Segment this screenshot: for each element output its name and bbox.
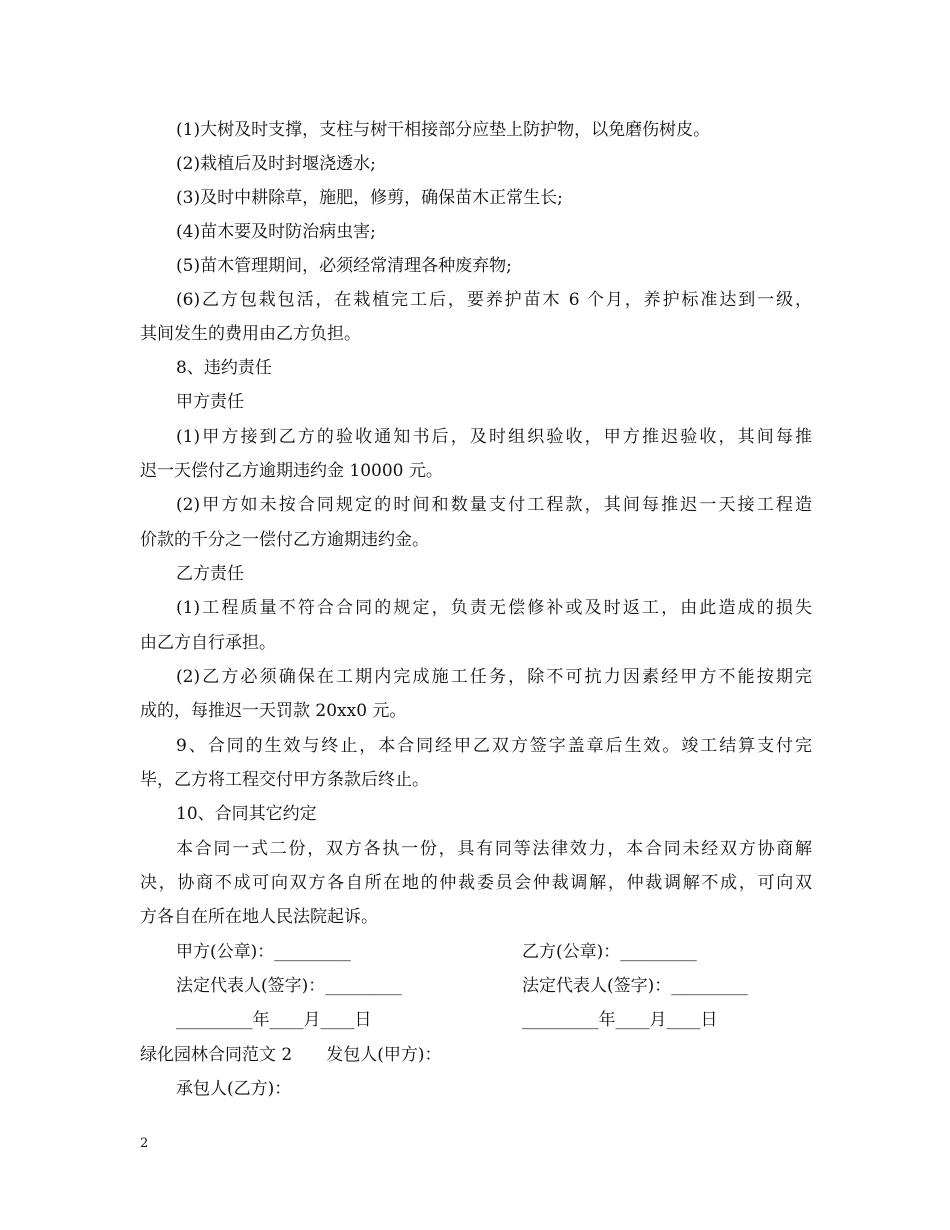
party-b-date-line: _________年____月____日 bbox=[522, 1010, 718, 1030]
section-9-line-2: 毕，乙方将工程交付甲方条款后终止。 bbox=[140, 770, 429, 790]
section-10-para-line-2: 决，协商不成可向双方各自所在地的仲裁委员会仲裁调解，仲裁调解不成，可向双 bbox=[140, 873, 812, 893]
section-10-para-line-3: 方各自在所在地人民法院起诉。 bbox=[140, 907, 378, 927]
party-b-liability-heading: 乙方责任 bbox=[176, 564, 244, 584]
clause-item-1: (1)大树及时支撑，支柱与树干相接部分应垫上防护物，以免磨伤树皮。 bbox=[176, 120, 711, 140]
party-b-representative-line: 法定代表人(签字)：_________ bbox=[522, 976, 748, 996]
section-9-line-1: 9、合同的生效与终止，本合同经甲乙双方签字盖章后生效。竣工结算支付完 bbox=[176, 736, 812, 756]
party-a-liability-heading: 甲方责任 bbox=[176, 392, 244, 412]
party-a-seal-line: 甲方(公章)：_________ bbox=[176, 942, 351, 962]
party-a-item-2-line-1: (2)甲方如未按合同规定的时间和数量支付工程款，其间每推迟一天接工程造 bbox=[176, 495, 812, 515]
party-b-item-2-line-2: 成的，每推迟一天罚款 20xx0 元。 bbox=[140, 701, 407, 721]
next-contract-title: 绿化园林合同范文 2 发包人(甲方)： bbox=[140, 1045, 442, 1065]
page-number: 2 bbox=[140, 1136, 149, 1151]
party-b-item-2-line-1: (2)乙方必须确保在工期内完成施工任务，除不可抗力因素经甲方不能按期完 bbox=[176, 667, 812, 687]
clause-item-5: (5)苗木管理期间，必须经常清理各种废弃物; bbox=[176, 256, 512, 276]
section-8-heading: 8、违约责任 bbox=[176, 358, 272, 378]
party-a-representative-line: 法定代表人(签字)：_________ bbox=[176, 976, 402, 996]
contractor-line: 承包人(乙方)： bbox=[176, 1079, 292, 1099]
clause-item-4: (4)苗木要及时防治病虫害; bbox=[176, 222, 376, 242]
party-b-item-1-line-2: 由乙方自行承担。 bbox=[140, 633, 276, 653]
section-10-para-line-1: 本合同一式二份，双方各执一份，具有同等法律效力，本合同未经双方协商解 bbox=[176, 839, 812, 859]
clause-item-2: (2)栽植后及时封堰浇透水; bbox=[176, 154, 376, 174]
party-b-seal-line: 乙方(公章)：_________ bbox=[522, 942, 697, 962]
party-b-item-1-line-1: (1)工程质量不符合合同的规定，负责无偿修补或及时返工，由此造成的损失 bbox=[176, 598, 812, 618]
party-a-item-1-line-1: (1)甲方接到乙方的验收通知书后，及时组织验收，甲方推迟验收，其间每推 bbox=[176, 427, 812, 447]
party-a-item-2-line-2: 价款的千分之一偿付乙方逾期违约金。 bbox=[140, 530, 429, 550]
clause-item-6-line-1: (6)乙方包栽包活，在栽植完工后，要养护苗木 6 个月，养护标准达到一级， bbox=[176, 290, 812, 310]
party-a-item-1-line-2: 迟一天偿付乙方逾期违约金 10000 元。 bbox=[140, 461, 443, 481]
clause-item-3: (3)及时中耕除草，施肥，修剪，确保苗木正常生长; bbox=[176, 188, 563, 208]
section-10-heading: 10、合同其它约定 bbox=[176, 804, 317, 824]
party-a-date-line: _________年____月____日 bbox=[176, 1010, 372, 1030]
clause-item-6-line-2: 其间发生的费用由乙方负担。 bbox=[140, 324, 361, 344]
